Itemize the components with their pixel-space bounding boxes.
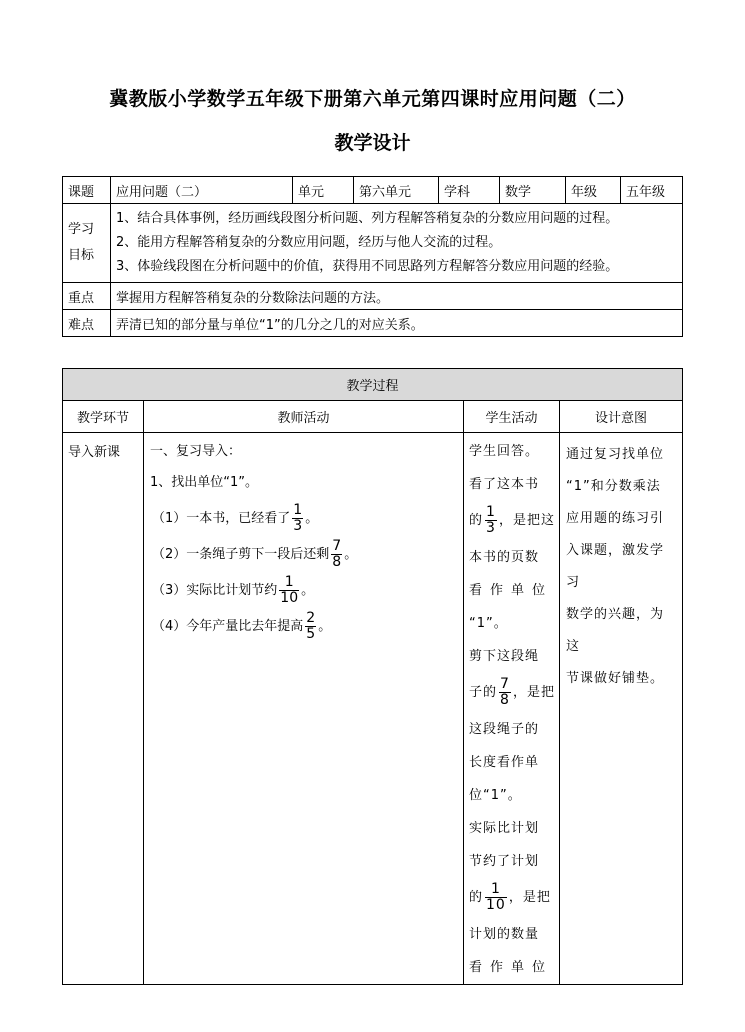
student-line: 看作单位 — [469, 960, 554, 975]
intent-line: 数学的兴趣，为这 — [566, 607, 665, 654]
goal-item: 2、能用方程解答稍复杂的分数应用问题，经历与他人交流的过程。 — [116, 235, 502, 250]
fraction-denominator: 3 — [293, 518, 303, 534]
fraction-denominator: 5 — [306, 626, 316, 642]
fraction — [499, 677, 511, 708]
grade-label: 年级 — [566, 177, 621, 204]
student-line: 位“1”。 — [469, 788, 522, 803]
student-text: ，是把这 — [498, 513, 555, 528]
student-text: 的 — [469, 890, 484, 905]
student-line: 长度看作单 — [469, 755, 540, 770]
student-text: ，是把 — [508, 890, 551, 905]
fraction-numerator: 7 — [332, 538, 342, 554]
student-line: 看作单位 — [469, 583, 554, 598]
grade-value: 五年级 — [621, 177, 683, 204]
student-line: 节约了计划 — [469, 854, 540, 869]
unit-label: 单元 — [293, 177, 354, 204]
student-text: 子的 — [469, 685, 498, 700]
unit-value: 第六单元 — [354, 177, 439, 204]
stage-label: 导入新课 — [68, 445, 121, 460]
fraction-numerator: 1 — [485, 882, 507, 898]
key-point-label: 重点 — [63, 283, 111, 310]
fraction-denominator: 3 — [486, 520, 496, 536]
design-intent-cell — [560, 433, 683, 985]
teacher-line — [150, 537, 458, 573]
goals-label-line-2: 目标 — [68, 248, 95, 263]
intent-line: “1”和分数乘法 — [566, 479, 661, 494]
fraction-numerator: 2 — [306, 610, 316, 626]
document-subtitle: 教学设计 — [334, 132, 411, 154]
column-header: 学生活动 — [464, 401, 560, 433]
column-header: 设计意图 — [560, 401, 683, 433]
teacher-text: （3）实际比计划节约 — [152, 583, 278, 598]
student-text: ，是把 — [512, 685, 555, 700]
teacher-text: （4）今年产量比去年提高 — [152, 619, 304, 634]
fraction — [331, 539, 342, 570]
teacher-line: 一、复习导入： — [150, 444, 242, 459]
student-line — [469, 878, 554, 918]
intent-line: 应用题的练习引 — [566, 511, 665, 526]
fraction-denominator: 10 — [280, 590, 299, 606]
teacher-line — [150, 609, 458, 645]
student-line: 看了这本书 — [469, 477, 540, 492]
column-header: 教师活动 — [144, 401, 464, 433]
intent-line: 节课做好铺垫。 — [566, 671, 665, 686]
fraction — [485, 882, 507, 913]
process-header: 教学过程 — [63, 369, 683, 401]
student-line: 剪下这段绳 — [469, 649, 540, 664]
fraction-numerator: 1 — [293, 502, 303, 518]
fraction-numerator: 7 — [500, 676, 510, 692]
fraction-denominator: 8 — [500, 692, 510, 708]
lesson-info-table — [62, 176, 683, 337]
student-line: 本书的页数 — [469, 550, 540, 565]
stage-cell — [63, 433, 144, 985]
teacher-text: （1）一本书，已经看了 — [152, 511, 291, 526]
intent-line: 通过复习找单位 — [566, 447, 665, 462]
student-line: 学生回答。 — [469, 444, 540, 459]
fraction-denominator: 8 — [332, 554, 342, 570]
fraction — [279, 575, 299, 606]
fraction — [292, 503, 303, 534]
teacher-text: 。 — [344, 547, 358, 562]
student-line — [469, 501, 554, 541]
document-title: 冀教版小学数学五年级下册第六单元第四课时应用问题（二） — [109, 88, 636, 110]
fraction-numerator: 1 — [279, 575, 299, 591]
student-line: “1”。 — [469, 616, 508, 631]
intent-line: 入课题，激发学习 — [566, 543, 665, 590]
student-line — [469, 673, 554, 713]
fraction — [485, 505, 497, 536]
fraction-numerator: 1 — [486, 504, 496, 520]
subject-value: 数学 — [500, 177, 566, 204]
goal-item: 1、结合具体事例，经历画线段图分析问题、列方程解答稍复杂的分数应用问题的过程。 — [116, 211, 619, 226]
difficulty-value: 弄清已知的部分量与单位“1”的几分之几的对应关系。 — [111, 310, 683, 337]
teacher-text: （2）一条绳子剪下一段后还剩 — [152, 547, 330, 562]
teacher-line: 1、找出单位“1”。 — [150, 475, 259, 490]
topic-label: 课题 — [63, 177, 111, 204]
student-line: 计划的数量 — [469, 927, 540, 942]
subject-label: 学科 — [439, 177, 500, 204]
fraction-denominator: 10 — [486, 897, 506, 913]
goals-label-line-1: 学习 — [68, 222, 95, 237]
goal-item: 3、体验线段图在分析问题中的价值，获得用不同思路列方程解答分数应用问题的经验。 — [116, 259, 619, 274]
teacher-line — [150, 501, 458, 537]
fraction — [305, 611, 316, 642]
teacher-line — [150, 573, 458, 609]
goals-label — [63, 204, 111, 283]
column-header: 教学环节 — [63, 401, 144, 433]
key-point-value: 掌握用方程解答稍复杂的分数除法问题的方法。 — [111, 283, 683, 310]
teacher-text: 。 — [318, 619, 332, 634]
student-activity-cell — [464, 433, 560, 985]
student-line: 这段绳子的 — [469, 722, 540, 737]
teaching-process-table — [62, 368, 683, 985]
difficulty-label: 难点 — [63, 310, 111, 337]
goals-list — [111, 204, 683, 283]
teacher-text: 。 — [301, 583, 315, 598]
student-text: 的 — [469, 513, 484, 528]
teacher-activity-cell — [144, 433, 464, 985]
teacher-text: 。 — [305, 511, 319, 526]
topic-value: 应用问题（二） — [111, 177, 293, 204]
student-line: 实际比计划 — [469, 821, 540, 836]
